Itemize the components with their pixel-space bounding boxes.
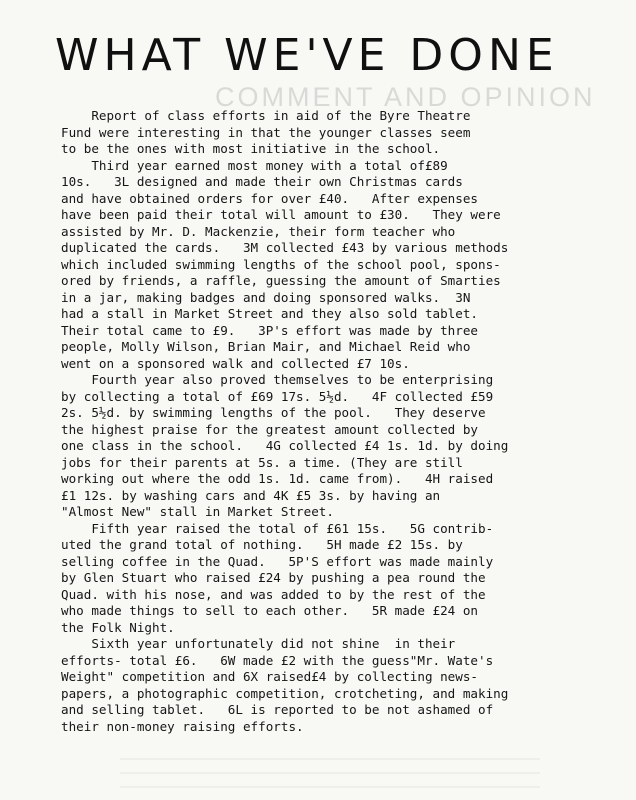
text-line: the Folk Night.	[61, 619, 175, 635]
text-line: jobs for their parents at 5s. a time. (They are still	[61, 454, 463, 470]
text-line: "Almost New" stall in Market Street.	[61, 504, 334, 519]
text-line: ored by friends, a raffle, guessing the amount of Smarties	[61, 273, 501, 288]
text-line: Fund were interesting in that the younger classes seem	[61, 124, 471, 140]
text-line: which included swimming lengths of the school pool, spons-	[61, 256, 501, 272]
text-line: by Glen Stuart who raised £24 by pushing a pea round the	[61, 570, 486, 585]
text-line: efforts- total £6. 6W made £2 with the guess"Mr. Wate's	[61, 652, 494, 668]
text-line: Their total came to £9. 3P's effort was made by three	[61, 322, 479, 338]
text-line: went on a sponsored walk and collected £7 10s.	[61, 355, 410, 371]
text-line: assisted by Mr. D. Mackenzie, their form teacher who	[61, 223, 456, 239]
show-through-text	[120, 750, 540, 790]
text-line: in a jar, making badges and doing sponsored walks. 3N	[61, 289, 471, 305]
text-line: people, Molly Wilson, Brian Mair, and Michael Reid who	[61, 339, 471, 354]
text-line: have been paid their total will amount to £30. They were	[61, 207, 501, 222]
text-line: selling coffee in the Quad. 5P'S effort was made mainly	[61, 553, 494, 569]
text-line: Quad. with his nose, and was added to by the rest of the	[61, 586, 486, 602]
text-line: Third year earned most money with a total of£89	[61, 157, 448, 173]
text-line: papers, a photographic competition, crotcheting, and making	[61, 685, 509, 701]
text-line: the highest praise for the greatest amount collected by	[61, 421, 479, 437]
text-line: 10s. 3L designed and made their own Christmas cards	[61, 174, 463, 189]
text-line: had a stall in Market Street and they also sold tablet.	[61, 306, 479, 321]
text-line: 2s. 5½d. by swimming lengths of the pool. They deserve	[61, 405, 486, 420]
text-line: by collecting a total of £69 17s. 5½d. 4F collected £59	[61, 388, 494, 404]
article-body	[61, 108, 631, 735]
text-line: £1 12s. by washing cars and 4K £5 3s. by having an	[61, 487, 441, 503]
page-title: WHAT WE'VE DONE	[55, 30, 559, 81]
text-line: Report of class efforts in aid of the Byre Theatre	[61, 108, 471, 123]
text-line: to be the ones with most initiative in the school.	[61, 141, 441, 156]
text-line: uted the grand total of nothing. 5H made £2 15s. by	[61, 537, 463, 552]
text-line: Fourth year also proved themselves to be enterprising	[61, 372, 494, 387]
text-line: Weight" competition and 6X raised£4 by collecting news-	[61, 669, 479, 684]
text-line: Fifth year raised the total of £61 15s. 5G contrib-	[61, 520, 494, 536]
text-line: working out where the odd 1s. 1d. came from). 4H raised	[61, 471, 494, 486]
text-line: and have obtained orders for over £40. After expenses	[61, 190, 479, 206]
show-through-heading: COMMENT AND OPINION	[215, 82, 596, 112]
text-line: their non-money raising efforts.	[61, 718, 304, 734]
text-line: who made things to sell to each other. 5R made £24 on	[61, 603, 479, 618]
text-line: Sixth year unfortunately did not shine in their	[61, 636, 456, 651]
text-line: one class in the school. 4G collected £4 1s. 1d. by doing	[61, 438, 509, 453]
text-line: and selling tablet. 6L is reported to be not ashamed of	[61, 702, 494, 717]
text-line: duplicated the cards. 3M collected £43 by various methods	[61, 240, 509, 255]
